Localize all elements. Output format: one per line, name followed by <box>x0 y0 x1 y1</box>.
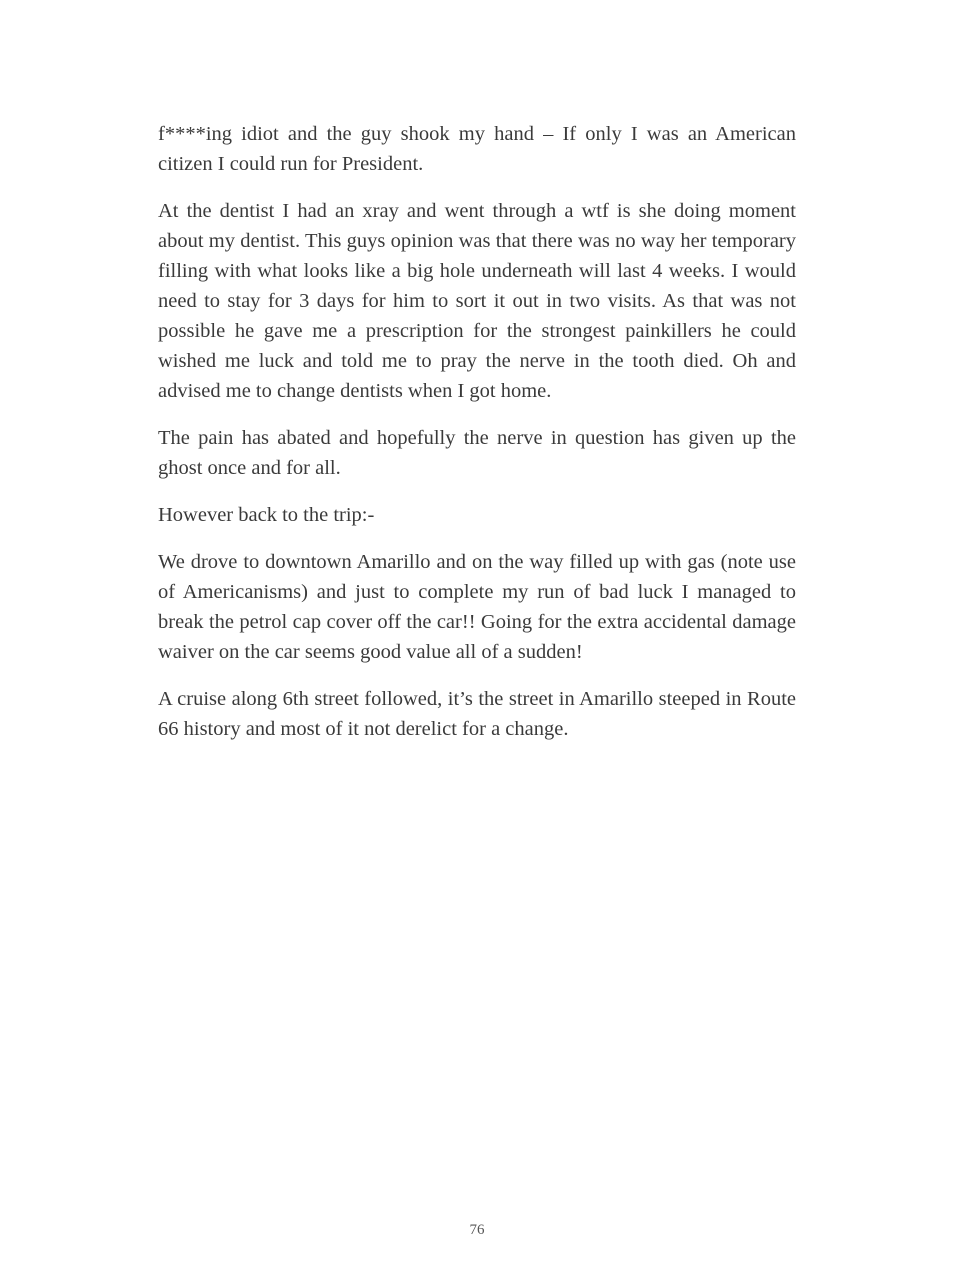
body-text <box>158 119 796 761</box>
paragraph-1: f****ing idiot and the guy shook my hand – If only I was an American citizen I could run for President. <box>158 123 796 175</box>
paragraph-2: At the dentist I had an xray and went through a wtf is she doing moment about my dentist. This guys opinion was that there was no way her temporary filling with what looks like a big hole underneath will last 4 weeks. I would need to stay for 3 days for him to sort it out in two visits. As that was not possible he gave me a prescription for the strongest painkillers he could wished me luck and told me to pray the nerve in the tooth died. Oh and advised me to change dentists when I got home. <box>158 200 796 402</box>
page-number: 76 <box>469 1222 485 1238</box>
paragraph-4: However back to the trip:- <box>158 504 375 526</box>
paragraph-6: A cruise along 6th street followed, it’s the street in Amarillo steeped in Route 66 history and most of it not derelict for a change. <box>158 688 796 740</box>
paragraph-5: We drove to downtown Amarillo and on the way filled up with gas (note use of Americanisms) and just to complete my run of bad luck I managed to break the petrol cap cover off the car!! Going for the extra accidental damage waiver on the car seems good value all of a sudden! <box>158 551 796 663</box>
paragraph-3: The pain has abated and hopefully the nerve in question has given up the ghost once and for all. <box>158 427 796 479</box>
